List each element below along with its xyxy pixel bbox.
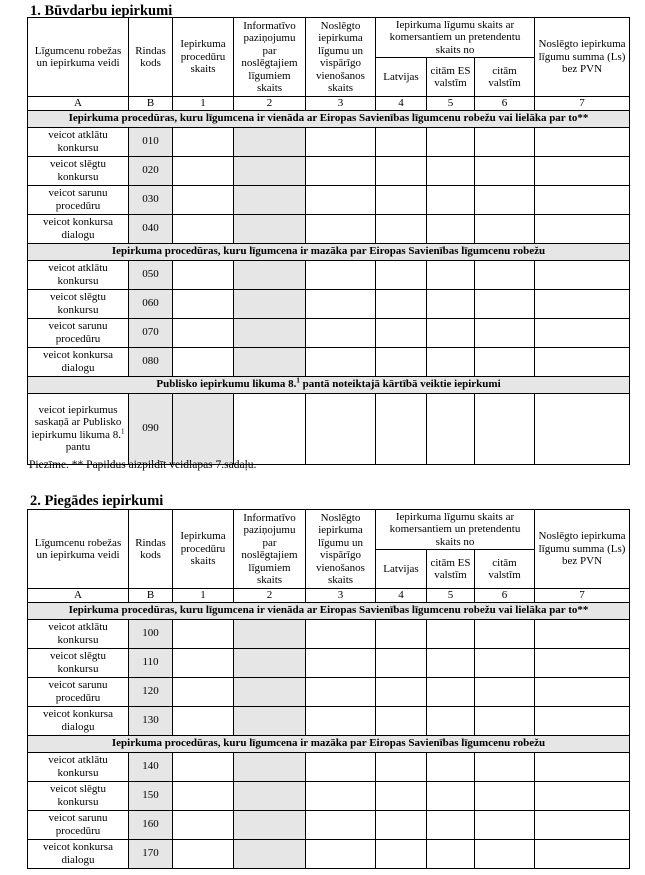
input-cell[interactable] (475, 648, 535, 677)
input-cell[interactable] (376, 260, 427, 289)
input-cell[interactable] (475, 677, 535, 706)
row-code: 120 (129, 677, 173, 706)
group-title-text: Publisko iepirkumu likuma 8. (156, 378, 297, 391)
input-cell[interactable] (234, 127, 306, 156)
column-letter: 4 (376, 589, 427, 603)
input-cell[interactable] (535, 185, 630, 214)
row-code: 140 (129, 752, 173, 781)
row-label: veicot sarunu procedūru (28, 810, 129, 839)
input-cell[interactable] (535, 677, 630, 706)
input-cell[interactable] (475, 706, 535, 735)
input-cell[interactable] (306, 619, 376, 648)
header-limits-types: Līgumcenu robežas un iepirkuma veidi (28, 510, 129, 589)
input-cell[interactable] (427, 318, 475, 347)
buvdarbi-table (27, 17, 630, 465)
input-cell[interactable] (234, 706, 306, 735)
input-cell[interactable] (306, 260, 376, 289)
row-label: veicot slēgtu konkursu (28, 156, 129, 185)
row-label: veicot konkursa dialogu (28, 839, 129, 868)
input-cell[interactable] (173, 706, 234, 735)
input-cell[interactable] (376, 214, 427, 243)
input-cell[interactable] (306, 289, 376, 318)
input-cell[interactable] (173, 289, 234, 318)
group-title-article-8-1 (28, 376, 630, 393)
input-cell[interactable] (173, 619, 234, 648)
input-cell[interactable] (475, 156, 535, 185)
input-cell[interactable] (376, 289, 427, 318)
input-cell[interactable] (173, 810, 234, 839)
input-cell[interactable] (234, 214, 306, 243)
row-code: 110 (129, 648, 173, 677)
input-cell[interactable] (234, 289, 306, 318)
input-cell[interactable] (234, 347, 306, 376)
header-procedure-count: Iepirkuma procedūru skaits (173, 18, 234, 97)
group-title-eu-threshold-above: Iepirkuma procedūras, kuru līgumcena ir vienāda ar Eiropas Savienības līgumcenu robežu vai lielāka par to** (28, 110, 630, 127)
row-label: veicot konkursa dialogu (28, 706, 129, 735)
input-cell[interactable] (234, 619, 306, 648)
input-cell[interactable] (535, 318, 630, 347)
input-cell[interactable] (475, 185, 535, 214)
row-label: veicot atklātu konkursu (28, 619, 129, 648)
input-cell[interactable] (173, 127, 234, 156)
input-cell[interactable] (173, 185, 234, 214)
superscript: 1 (121, 426, 125, 435)
input-cell[interactable] (475, 839, 535, 868)
input-cell[interactable] (376, 648, 427, 677)
input-cell[interactable] (427, 185, 475, 214)
input-cell[interactable] (234, 393, 306, 464)
input-cell[interactable] (306, 810, 376, 839)
row-code: 010 (129, 127, 173, 156)
input-cell[interactable] (173, 156, 234, 185)
column-letter: A (28, 589, 129, 603)
row-label: veicot sarunu procedūru (28, 185, 129, 214)
header-contracts-count: Noslēgto iepirkuma līgumu un vispārīgo vienošanos skaits (306, 18, 376, 97)
input-cell[interactable] (427, 677, 475, 706)
input-cell[interactable] (475, 289, 535, 318)
footnote: Piezīme. ** Papildus aizpildīt veidlapas 7.sadaļu. (29, 459, 257, 471)
header-other-eu: citām ES valstīm (427, 550, 475, 589)
input-cell[interactable] (427, 648, 475, 677)
input-cell[interactable] (306, 752, 376, 781)
input-cell[interactable] (376, 752, 427, 781)
input-cell[interactable] (234, 781, 306, 810)
input-cell[interactable] (306, 648, 376, 677)
header-contract-sum: Noslēgto iepirkuma līgumu summa (Ls) bez PVN (535, 510, 630, 589)
row-label: veicot sarunu procedūru (28, 318, 129, 347)
row-code: 020 (129, 156, 173, 185)
input-cell[interactable] (173, 347, 234, 376)
column-letter: B (129, 97, 173, 111)
row-label: veicot sarunu procedūru (28, 677, 129, 706)
row-code: 160 (129, 810, 173, 839)
input-cell[interactable] (376, 347, 427, 376)
column-letter: 3 (306, 97, 376, 111)
row-code: 080 (129, 347, 173, 376)
column-letter: 2 (234, 97, 306, 111)
input-cell[interactable] (306, 347, 376, 376)
input-cell[interactable] (234, 260, 306, 289)
header-latvia: Latvijas (376, 58, 427, 97)
input-cell[interactable] (475, 260, 535, 289)
column-letter: A (28, 97, 129, 111)
input-cell[interactable] (306, 677, 376, 706)
input-cell[interactable] (376, 781, 427, 810)
header-row-code: Rindas kods (129, 18, 173, 97)
input-cell[interactable] (427, 260, 475, 289)
header-limits-types: Līgumcenu robežas un iepirkuma veidi (28, 18, 129, 97)
header-contracts-by-origin: Iepirkuma līgumu skaits ar komersantiem un pretendentu skaits no (376, 18, 535, 58)
input-cell[interactable] (475, 781, 535, 810)
column-letter: 7 (535, 589, 630, 603)
column-letter: 4 (376, 97, 427, 111)
input-cell[interactable] (173, 781, 234, 810)
input-cell[interactable] (234, 318, 306, 347)
input-cell[interactable] (535, 347, 630, 376)
input-cell[interactable] (376, 677, 427, 706)
header-notices-count: Informatīvo paziņojumu par noslēgtajiem līgumiem skaits (234, 18, 306, 97)
row-label: veicot konkursa dialogu (28, 214, 129, 243)
input-cell[interactable] (475, 214, 535, 243)
input-cell[interactable] (535, 648, 630, 677)
input-cell[interactable] (173, 393, 234, 464)
input-cell[interactable] (535, 810, 630, 839)
input-cell[interactable] (234, 185, 306, 214)
input-cell[interactable] (427, 127, 475, 156)
superscript: 1 (296, 376, 300, 385)
input-cell[interactable] (306, 185, 376, 214)
row-code: 150 (129, 781, 173, 810)
input-cell[interactable] (535, 393, 630, 464)
input-cell[interactable] (306, 393, 376, 464)
row-code: 070 (129, 318, 173, 347)
row-label: veicot konkursa dialogu (28, 347, 129, 376)
column-letter: 1 (173, 589, 234, 603)
input-cell[interactable] (173, 648, 234, 677)
input-cell[interactable] (234, 677, 306, 706)
input-cell[interactable] (427, 289, 475, 318)
input-cell[interactable] (427, 839, 475, 868)
header-contract-sum: Noslēgto iepirkuma līgumu summa (Ls) bez PVN (535, 18, 630, 97)
group-title-eu-threshold-below: Iepirkuma procedūras, kuru līgumcena ir mazāka par Eiropas Savienības līgumcenu robežu (28, 735, 630, 752)
input-cell[interactable] (427, 810, 475, 839)
input-cell[interactable] (427, 214, 475, 243)
input-cell[interactable] (376, 810, 427, 839)
header-contracts-count: Noslēgto iepirkuma līgumu un vispārīgo vienošanos skaits (306, 510, 376, 589)
input-cell[interactable] (306, 318, 376, 347)
input-cell[interactable] (427, 347, 475, 376)
row-code: 170 (129, 839, 173, 868)
input-cell[interactable] (306, 156, 376, 185)
row-label: veicot atklātu konkursu (28, 127, 129, 156)
input-cell[interactable] (535, 260, 630, 289)
row-code: 060 (129, 289, 173, 318)
row-code: 090 (129, 393, 173, 464)
input-cell[interactable] (475, 810, 535, 839)
row-code: 030 (129, 185, 173, 214)
input-cell[interactable] (376, 619, 427, 648)
header-other-eu: citām ES valstīm (427, 58, 475, 97)
section-title-buvdarbi: 1. Būvdarbu iepirkumi (30, 3, 173, 19)
row-label: veicot atklātu konkursu (28, 260, 129, 289)
input-cell[interactable] (427, 781, 475, 810)
input-cell[interactable] (376, 127, 427, 156)
input-cell[interactable] (234, 810, 306, 839)
input-cell[interactable] (376, 839, 427, 868)
input-cell[interactable] (173, 214, 234, 243)
input-cell[interactable] (475, 318, 535, 347)
input-cell[interactable] (535, 839, 630, 868)
input-cell[interactable] (306, 839, 376, 868)
column-letter: 1 (173, 97, 234, 111)
input-cell[interactable] (173, 260, 234, 289)
input-cell[interactable] (427, 393, 475, 464)
group-title-eu-threshold-below: Iepirkuma procedūras, kuru līgumcena ir mazāka par Eiropas Savienības līgumcenu robežu (28, 243, 630, 260)
row-label: veicot slēgtu konkursu (28, 289, 129, 318)
input-cell[interactable] (173, 318, 234, 347)
column-letter: 5 (427, 589, 475, 603)
input-cell[interactable] (173, 677, 234, 706)
input-cell[interactable] (234, 648, 306, 677)
group-title-eu-threshold-above: Iepirkuma procedūras, kuru līgumcena ir vienāda ar Eiropas Savienības līgumcenu robežu vai lielāka par to** (28, 602, 630, 619)
row-label (28, 393, 129, 464)
input-cell[interactable] (376, 185, 427, 214)
input-cell[interactable] (475, 619, 535, 648)
input-cell[interactable] (475, 347, 535, 376)
input-cell[interactable] (173, 839, 234, 868)
header-other-countries: citām valstīm (475, 58, 535, 97)
column-letter: 2 (234, 589, 306, 603)
row-label: veicot atklātu konkursu (28, 752, 129, 781)
input-cell[interactable] (376, 706, 427, 735)
input-cell[interactable] (535, 156, 630, 185)
input-cell[interactable] (475, 127, 535, 156)
input-cell[interactable] (306, 781, 376, 810)
row-code: 100 (129, 619, 173, 648)
input-cell[interactable] (427, 619, 475, 648)
input-cell[interactable] (234, 156, 306, 185)
row-code: 050 (129, 260, 173, 289)
input-cell[interactable] (376, 156, 427, 185)
section-title-piegades: 2. Piegādes iepirkumi (30, 493, 164, 509)
input-cell[interactable] (376, 318, 427, 347)
input-cell[interactable] (535, 214, 630, 243)
header-latvia: Latvijas (376, 550, 427, 589)
column-letter: 3 (306, 589, 376, 603)
input-cell[interactable] (306, 214, 376, 243)
input-cell[interactable] (234, 839, 306, 868)
input-cell[interactable] (535, 619, 630, 648)
header-other-countries: citām valstīm (475, 550, 535, 589)
input-cell[interactable] (427, 752, 475, 781)
column-letter: 7 (535, 97, 630, 111)
column-letter: 6 (475, 97, 535, 111)
input-cell[interactable] (427, 706, 475, 735)
column-letter: B (129, 589, 173, 603)
header-row-code: Rindas kods (129, 510, 173, 589)
input-cell[interactable] (427, 156, 475, 185)
header-notices-count: Informatīvo paziņojumu par noslēgtajiem līgumiem skaits (234, 510, 306, 589)
row-label: veicot slēgtu konkursu (28, 648, 129, 677)
input-cell[interactable] (475, 752, 535, 781)
row-code: 130 (129, 706, 173, 735)
row-code: 040 (129, 214, 173, 243)
input-cell[interactable] (234, 752, 306, 781)
group-title-text: pantā noteiktajā kārtībā veiktie iepirkumi (299, 378, 501, 391)
column-letter: 6 (475, 589, 535, 603)
row-label-text: veicot iepirkumus saskaņā ar Publisko iepirkumu likuma 8. (31, 403, 122, 441)
header-contracts-by-origin: Iepirkuma līgumu skaits ar komersantiem un pretendentu skaits no (376, 510, 535, 550)
input-cell[interactable] (535, 781, 630, 810)
input-cell[interactable] (535, 289, 630, 318)
input-cell[interactable] (306, 127, 376, 156)
input-cell[interactable] (535, 127, 630, 156)
input-cell[interactable] (306, 706, 376, 735)
piegades-table (27, 509, 630, 869)
row-label-text: pantu (65, 441, 91, 453)
row-label: veicot slēgtu konkursu (28, 781, 129, 810)
input-cell[interactable] (535, 752, 630, 781)
column-letter: 5 (427, 97, 475, 111)
input-cell[interactable] (535, 706, 630, 735)
input-cell[interactable] (475, 393, 535, 464)
input-cell[interactable] (173, 752, 234, 781)
header-procedure-count: Iepirkuma procedūru skaits (173, 510, 234, 589)
input-cell[interactable] (376, 393, 427, 464)
